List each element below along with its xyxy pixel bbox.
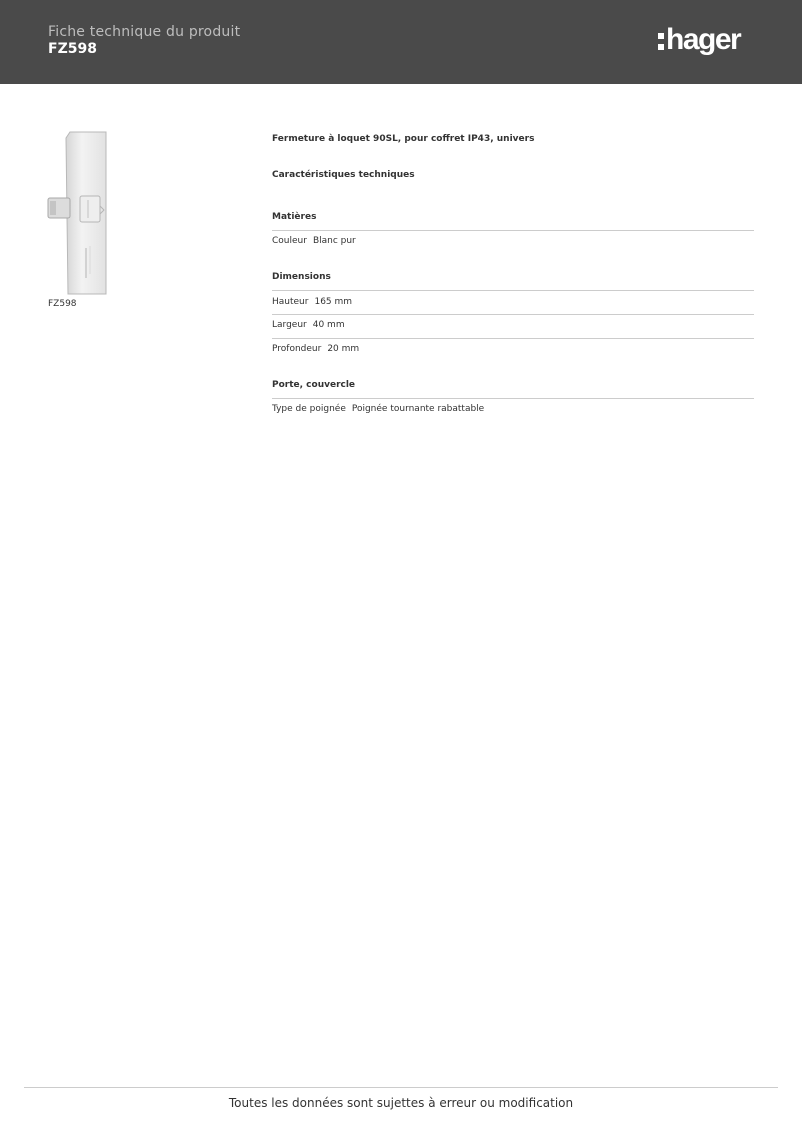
spec-label: Hauteur bbox=[272, 297, 309, 307]
spec-row-color bbox=[272, 236, 356, 246]
spec-value: 20 mm bbox=[327, 344, 360, 354]
latch-lock-product-image bbox=[44, 128, 112, 298]
section-divider bbox=[272, 230, 754, 231]
section-title-dimensions: Dimensions bbox=[272, 272, 331, 282]
footer-divider bbox=[24, 1087, 778, 1088]
footer-disclaimer: Toutes les données sont sujettes à erreur ou modification bbox=[228, 1096, 574, 1110]
spec-row-depth bbox=[272, 344, 359, 354]
product-image-caption: FZ598 bbox=[48, 299, 77, 309]
logo-text: hager bbox=[666, 23, 741, 56]
spec-row-height bbox=[272, 297, 352, 307]
spec-label: Type de poignée bbox=[272, 404, 346, 414]
spec-value: 40 mm bbox=[312, 320, 345, 330]
row-divider bbox=[272, 338, 754, 339]
spec-label: Couleur bbox=[272, 236, 307, 246]
product-description: Fermeture à loquet 90SL, pour coffret IP43, univers bbox=[272, 134, 535, 144]
spec-row-width bbox=[272, 320, 345, 330]
section-title-door-cover: Porte, couvercle bbox=[272, 380, 356, 390]
product-reference-title: FZ598 bbox=[48, 41, 97, 57]
spec-label: Largeur bbox=[272, 320, 307, 330]
logo-colon-icon bbox=[658, 33, 664, 55]
spec-value: Poignée tournante rabattable bbox=[351, 404, 485, 414]
row-divider bbox=[272, 314, 754, 315]
section-divider bbox=[272, 290, 754, 291]
page-header bbox=[0, 0, 802, 84]
spec-value: 165 mm bbox=[314, 297, 353, 307]
technical-characteristics-heading: Caractéristiques techniques bbox=[272, 170, 415, 180]
spec-value: Blanc pur bbox=[312, 236, 356, 246]
header-subtitle: Fiche technique du produit bbox=[48, 24, 241, 40]
hager-logo bbox=[658, 22, 758, 62]
spec-label: Profondeur bbox=[272, 344, 322, 354]
spec-row-handle-type bbox=[272, 404, 484, 414]
section-title-materials: Matières bbox=[272, 212, 317, 222]
section-divider bbox=[272, 398, 754, 399]
